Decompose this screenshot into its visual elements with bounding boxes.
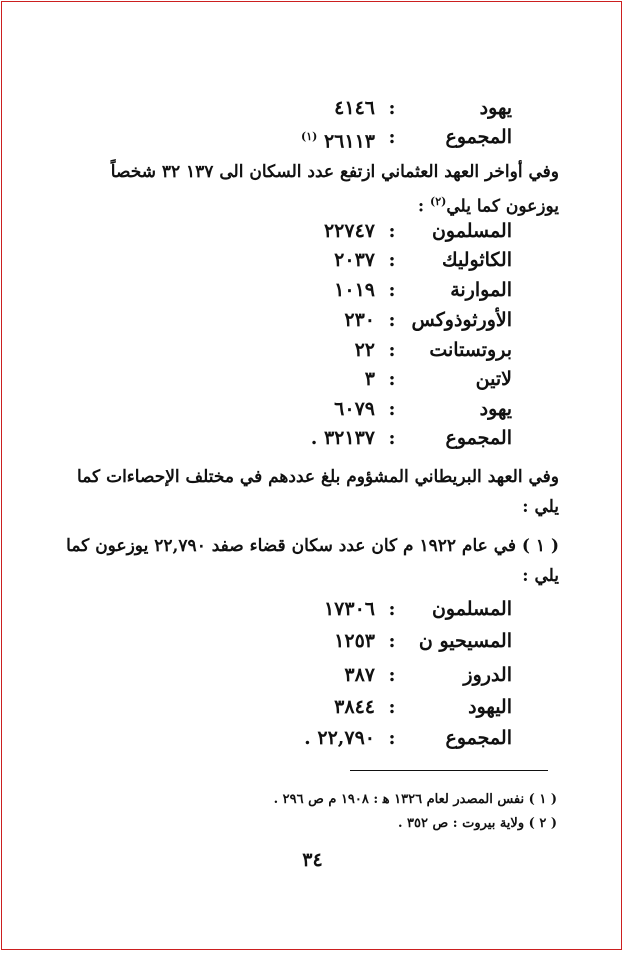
row-label: اليهود bbox=[468, 696, 512, 718]
table-row bbox=[0, 216, 625, 246]
row-colon: : bbox=[388, 339, 396, 361]
row-label: الدروز bbox=[463, 664, 512, 686]
row-label: يهود bbox=[479, 97, 512, 119]
row-label: بروتستانت bbox=[429, 339, 512, 361]
row-colon: : bbox=[388, 598, 396, 620]
row-value: ٣٨٤٤ bbox=[334, 696, 375, 718]
row-label: الكاثوليك bbox=[442, 249, 512, 271]
footnote-ref: (١) bbox=[300, 130, 318, 143]
table-row bbox=[0, 660, 625, 690]
table-row bbox=[0, 122, 625, 152]
row-colon: : bbox=[388, 368, 396, 390]
table-row bbox=[0, 626, 625, 656]
footnote-2: ( ٢ ) ولاية بيروت : ص ٣٥٢ . bbox=[397, 816, 557, 831]
table-row bbox=[0, 723, 625, 753]
row-label: المجموع bbox=[445, 727, 512, 749]
table-row bbox=[0, 423, 625, 453]
table-row bbox=[0, 364, 625, 394]
row-value: ٢٠٣٧ bbox=[334, 249, 375, 271]
footnote-ref: (٢) bbox=[430, 195, 447, 208]
row-value: ٢٢٧٤٧ bbox=[323, 220, 375, 242]
row-colon: : bbox=[388, 97, 396, 119]
row-colon: : bbox=[388, 249, 396, 271]
row-label: الموارنة bbox=[450, 279, 512, 301]
row-colon: : bbox=[388, 309, 396, 331]
table-row bbox=[0, 93, 625, 123]
row-colon: : bbox=[388, 630, 396, 652]
paragraph-text: وفي أواخر العهد العثماني ازتفع عدد السكان الى ١٣٧ ٣٢ شخصاً يوزعون كما يلي bbox=[110, 162, 559, 217]
table-row bbox=[0, 245, 625, 275]
row-label: لاتين bbox=[475, 368, 512, 390]
row-colon: : bbox=[388, 126, 396, 148]
paragraph-british: وفي العهد البريطاني المشؤوم بلغ عددهم في مختلف الإحصاءات كما يلي : bbox=[77, 467, 559, 517]
row-label: المجموع bbox=[445, 126, 512, 148]
table-row bbox=[0, 305, 625, 335]
paragraph-ottoman bbox=[62, 157, 559, 222]
row-label: يهود bbox=[479, 398, 512, 420]
row-value: ٢٣٠ bbox=[344, 309, 375, 331]
table-row bbox=[0, 594, 625, 624]
row-colon: : bbox=[388, 279, 396, 301]
page-number: ٣٤ bbox=[302, 849, 323, 871]
row-value: ٢٢ bbox=[354, 339, 375, 361]
row-value: ٦٠٧٩ bbox=[334, 398, 375, 420]
row-value: ١٢٥٣ bbox=[334, 630, 375, 652]
table-row bbox=[0, 692, 625, 722]
row-colon: : bbox=[388, 664, 396, 686]
row-colon: : bbox=[388, 727, 396, 749]
row-value: ٢٢,٧٩٠ . bbox=[304, 727, 375, 749]
row-value: ١٧٣٠٦ bbox=[323, 598, 375, 620]
row-label: المسلمون bbox=[431, 598, 512, 620]
row-value: ٢٦١١٣ bbox=[323, 130, 375, 153]
row-value: ٤١٤٦ bbox=[334, 97, 375, 119]
row-label: الأورثوذوكس bbox=[411, 309, 512, 331]
row-colon: : bbox=[388, 696, 396, 718]
paragraph-tail: : bbox=[417, 196, 431, 217]
row-value: ١٠١٩ bbox=[334, 279, 375, 301]
paragraph-1922: ( ١ ) في عام ١٩٢٢ م كان عدد سكان قضاء صفد ٢٢,٧٩٠ يوزعون كما يلي : bbox=[66, 536, 559, 586]
table-row bbox=[0, 394, 625, 424]
row-label: المسيحيو ن bbox=[418, 630, 512, 652]
row-value: ٣٢١٣٧ . bbox=[310, 427, 375, 449]
table-row bbox=[0, 335, 625, 365]
row-value: ٣ bbox=[364, 368, 375, 390]
row-label: المجموع bbox=[445, 427, 512, 449]
row-value: ٣٨٧ bbox=[344, 664, 375, 686]
row-label: المسلمون bbox=[431, 220, 512, 242]
row-colon: : bbox=[388, 220, 396, 242]
footnote-1: ( ١ ) نفس المصدر لعام ١٣٢٦ ﻫ : ١٩٠٨ م ص ٢٩٦ . bbox=[273, 792, 557, 807]
row-colon: : bbox=[388, 427, 396, 449]
table-row bbox=[0, 275, 625, 305]
footnote-separator bbox=[350, 770, 548, 771]
row-colon: : bbox=[388, 398, 396, 420]
